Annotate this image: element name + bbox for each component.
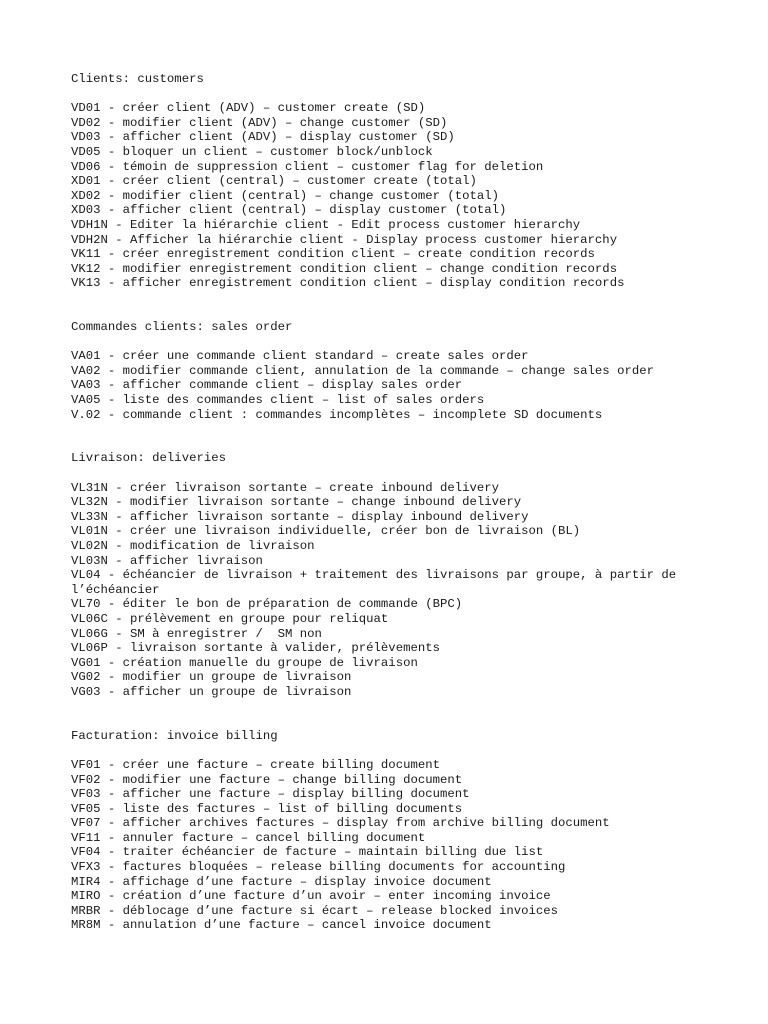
transaction-line: VL32N - modifier livraison sortante – change inbound delivery xyxy=(71,495,522,510)
transaction-line: VD03 - afficher client (ADV) – display customer (SD) xyxy=(71,130,455,145)
transaction-line: MRBR - déblocage d’une facture si écart – release blocked invoices xyxy=(71,903,559,918)
transaction-line: VF07 - afficher archives factures – display from archive billing document xyxy=(71,816,610,831)
transaction-line: VF01 - créer une facture – create billing document xyxy=(71,757,440,772)
section-customers xyxy=(71,72,761,291)
transaction-line: XD02 - modifier client (central) – change customer (total) xyxy=(71,188,500,203)
transaction-line: XD01 - créer client (central) – customer create (total) xyxy=(71,174,477,189)
transaction-line: VA03 - afficher commande client – display sales order xyxy=(71,378,463,393)
transaction-line: VL03N - afficher livraison xyxy=(71,553,263,568)
transaction-line: VD02 - modifier client (ADV) – change customer (SD) xyxy=(71,115,448,130)
transaction-line: VL06P - livraison sortante à valider, prélèvements xyxy=(71,641,440,656)
transaction-line: VG03 - afficher un groupe de livraison xyxy=(71,684,352,699)
transaction-line: VK11 - créer enregistrement condition client – create condition records xyxy=(71,247,595,262)
section-heading: Clients: customers xyxy=(71,72,204,86)
section-heading: Commandes clients: sales order xyxy=(71,320,293,335)
transaction-line: V.02 - commande client : commandes incomplètes – incomplete SD documents xyxy=(71,407,603,422)
transaction-line: VDH1N - Editer la hiérarchie client - Edit process customer hierarchy xyxy=(71,217,581,232)
transaction-line: MIRO - création d’une facture d’un avoir – enter incoming invoice xyxy=(71,889,551,904)
transaction-line: VF03 - afficher une facture – display billing document xyxy=(71,787,470,802)
transaction-line: VL01N - créer une livraison individuelle, créer bon de livraison (BL) xyxy=(71,524,581,539)
transaction-line: VA02 - modifier commande client, annulation de la commande – change sales order xyxy=(71,363,654,378)
section-billing xyxy=(71,729,761,933)
transaction-line: VDH2N - Afficher la hiérarchie client - Display process customer hierarchy xyxy=(71,232,618,247)
transaction-line: VL31N - créer livraison sortante – create inbound delivery xyxy=(71,480,500,495)
transaction-line: VF11 - annuler facture – cancel billing document xyxy=(71,830,426,845)
transaction-line: VL04 - échéancier de livraison + traitement des livraisons par groupe, à partir de l’échéancier xyxy=(71,568,684,597)
transaction-line: VD05 - bloquer un client – customer block/unblock xyxy=(71,144,433,159)
transaction-line: VF02 - modifier une facture – change billing document xyxy=(71,772,463,787)
transaction-line: VL06C - prélèvement en groupe pour reliquat xyxy=(71,611,389,626)
transaction-line: VL70 - éditer le bon de préparation de commande (BPC) xyxy=(71,597,463,612)
transaction-line: VK13 - afficher enregistrement condition client – display condition records xyxy=(71,276,625,291)
transaction-line: VD01 - créer client (ADV) – customer create (SD) xyxy=(71,101,426,116)
section-deliveries xyxy=(71,451,761,699)
transaction-line: VL02N - modification de livraison xyxy=(71,539,315,553)
transaction-line: XD03 - afficher client (central) – display customer (total) xyxy=(71,203,507,218)
section-heading: Facturation: invoice billing xyxy=(71,728,278,743)
transaction-line: VG01 - création manuelle du groupe de livraison xyxy=(71,655,418,670)
transaction-line: VG02 - modifier un groupe de livraison xyxy=(71,670,352,685)
transaction-line: VA05 - liste des commandes client – list of sales orders xyxy=(71,393,485,408)
transaction-line: VFX3 - factures bloquées – release billing documents for accounting xyxy=(71,860,566,875)
transaction-line: VL06G - SM à enregistrer / SM non xyxy=(71,626,322,641)
transaction-line: VD06 - témoin de suppression client – customer flag for deletion xyxy=(71,159,544,174)
transaction-line: VL33N - afficher livraison sortante – display inbound delivery xyxy=(71,509,529,524)
transaction-line: MR8M - annulation d’une facture – cancel invoice document xyxy=(71,918,492,933)
document-page xyxy=(71,72,761,933)
transaction-line: VK12 - modifier enregistrement condition client – change condition records xyxy=(71,261,618,276)
section-sales-order xyxy=(71,320,761,422)
section-heading: Livraison: deliveries xyxy=(71,451,226,466)
transaction-line: VF05 - liste des factures – list of billing documents xyxy=(71,801,463,816)
transaction-line: MIR4 - affichage d’une facture – display invoice document xyxy=(71,874,492,889)
transaction-line: VA01 - créer une commande client standard – create sales order xyxy=(71,349,529,364)
transaction-line: VF04 - traiter échéancier de facture – maintain billing due list xyxy=(71,845,544,860)
